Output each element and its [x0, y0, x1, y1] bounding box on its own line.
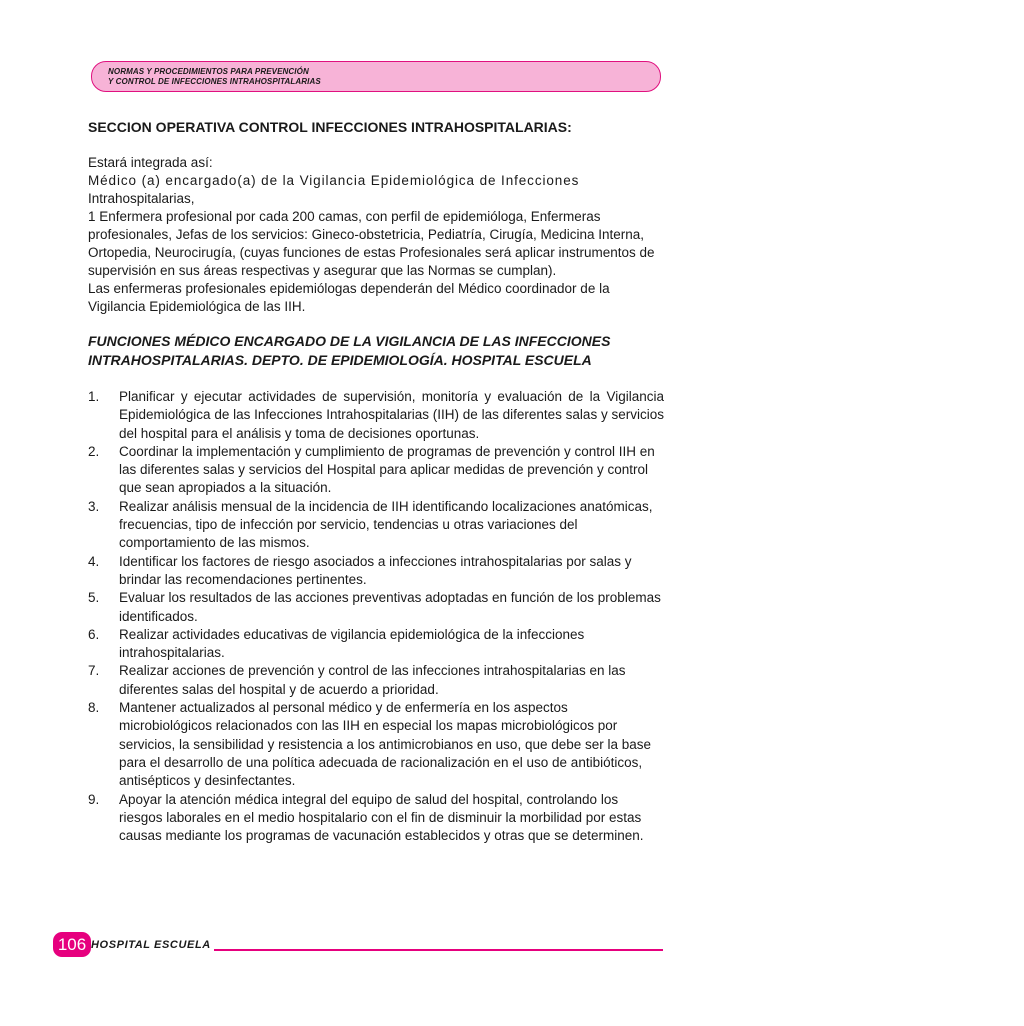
list-item-number: 5. [88, 590, 100, 606]
section-title: SECCION OPERATIVA CONTROL INFECCIONES INTRAHOSPITALARIAS: [88, 119, 572, 135]
functions-title: FUNCIONES MÉDICO ENCARGADO DE LA VIGILANCIA DE LAS INFECCIONES INTRAHOSPITALARIAS. DEPTO. DE EPIDEMIOLOGÍA. HOSPITAL ESCUELA [88, 333, 611, 368]
list-item [88, 662, 664, 699]
list-item [88, 589, 664, 626]
list-item-text: Realizar acciones de prevención y control de las infecciones intrahospitalarias en las diferentes salas del hospital y de acuerdo a prioridad. [119, 663, 626, 697]
list-item [88, 791, 664, 846]
list-item [88, 388, 664, 443]
list-item-text: Mantener actualizados al personal médico y de enfermería en los aspectos microbiológicos relacionados con las IIH en especial los mapas microbiológicos por servicios, la sensibilidad y resistencia a los antimicrobianos en uso, que debe ser la base para el desarrollo de una política adecuada de racionalización en el uso de antibióticos, antisépticos y desinfectantes. [119, 700, 652, 789]
list-item-text: Coordinar la implementación y cumplimiento de programas de prevención y control IIH en las diferentes salas y servicios del Hospital para aplicar medidas de prevención y control que sean apropiados a la situación. [119, 443, 655, 496]
intro-line: Estará integrada así: [88, 155, 213, 170]
footer-label: HOSPITAL ESCUELA [91, 939, 211, 951]
list-item-number: 7. [88, 663, 100, 679]
functions-list [88, 388, 664, 845]
list-item-number: 6. [88, 626, 100, 642]
list-item-text: Realizar análisis mensual de la incidencia de IIH identificando localizaciones anatómicas, frecuencias, tipo de infección por servicio, tendencias u otras variaciones del comportamiento de las mismos. [119, 498, 653, 551]
list-item-text: Identificar los factores de riesgo asociados a infecciones intrahospitalarias por salas y brindar las recomendaciones pertinentes. [119, 553, 632, 587]
list-item-number: 8. [88, 700, 100, 716]
list-item-number: 9. [88, 791, 100, 807]
list-item-text: Planificar y ejecutar actividades de supervisión, monitoría y evaluación de la Vigilancia Epidemiológica de las Infecciones Intrahospitalarias (IIH) de las diferentes salas y servicios del hospital para el análisis y toma de decisiones oportunas. [119, 389, 664, 441]
intro-paragraph: 1 Enfermera profesional por cada 200 camas, con perfil de epidemióloga, Enfermeras profesionales, Jefas de los servicios: Gineco-obstetricia, Pediatría, Cirugía, Medicina Interna, Ortopedia, Neurocirugía, (cuyas funciones de estas Profesionales será aplicar instrumentos de supervisión en sus áreas respectivas y asegurar que las Normas se cumplan). [88, 209, 655, 278]
list-item-text: Apoyar la atención médica integral del equipo de salud del hospital, controlando los riesgos laborales en el medio hospitalario con el fin de disminuir la morbilidad por estas causas mediante los programas de vacunación establecidos y otras que se determinen. [119, 791, 644, 844]
list-item-number: 4. [88, 553, 100, 569]
page-footer [53, 932, 663, 958]
list-item-text: Evaluar los resultados de las acciones preventivas adoptadas en función de los problemas identificados. [119, 590, 661, 624]
running-header [91, 61, 661, 92]
intro-line: Intrahospitalarias, [88, 191, 195, 206]
list-item-number: 1. [88, 389, 100, 404]
intro-line: Médico (a) encargado(a) de la Vigilancia Epidemiológica de Infecciones [88, 173, 580, 188]
running-header-line-2: Y CONTROL DE INFECCIONES INTRAHOSPITALARIAS [108, 77, 321, 86]
page-number: 106 [53, 932, 91, 957]
footer-rule [214, 949, 663, 951]
list-item-number: 3. [88, 498, 100, 514]
intro-block [88, 154, 664, 316]
intro-paragraph: Las enfermeras profesionales epidemiólogas dependerán del Médico coordinador de la Vigilancia Epidemiológica de las IIH. [88, 281, 610, 314]
list-item-number: 2. [88, 443, 100, 459]
list-item [88, 443, 664, 498]
running-header-line-1: NORMAS Y PROCEDIMIENTOS PARA PREVENCIÓN [108, 67, 309, 76]
list-item-text: Realizar actividades educativas de vigilancia epidemiológica de la infecciones intrahospitalarias. [119, 626, 585, 661]
page-content [88, 118, 664, 845]
list-item [88, 553, 664, 590]
list-item [88, 498, 664, 553]
list-item [88, 626, 664, 663]
list-item [88, 699, 664, 790]
